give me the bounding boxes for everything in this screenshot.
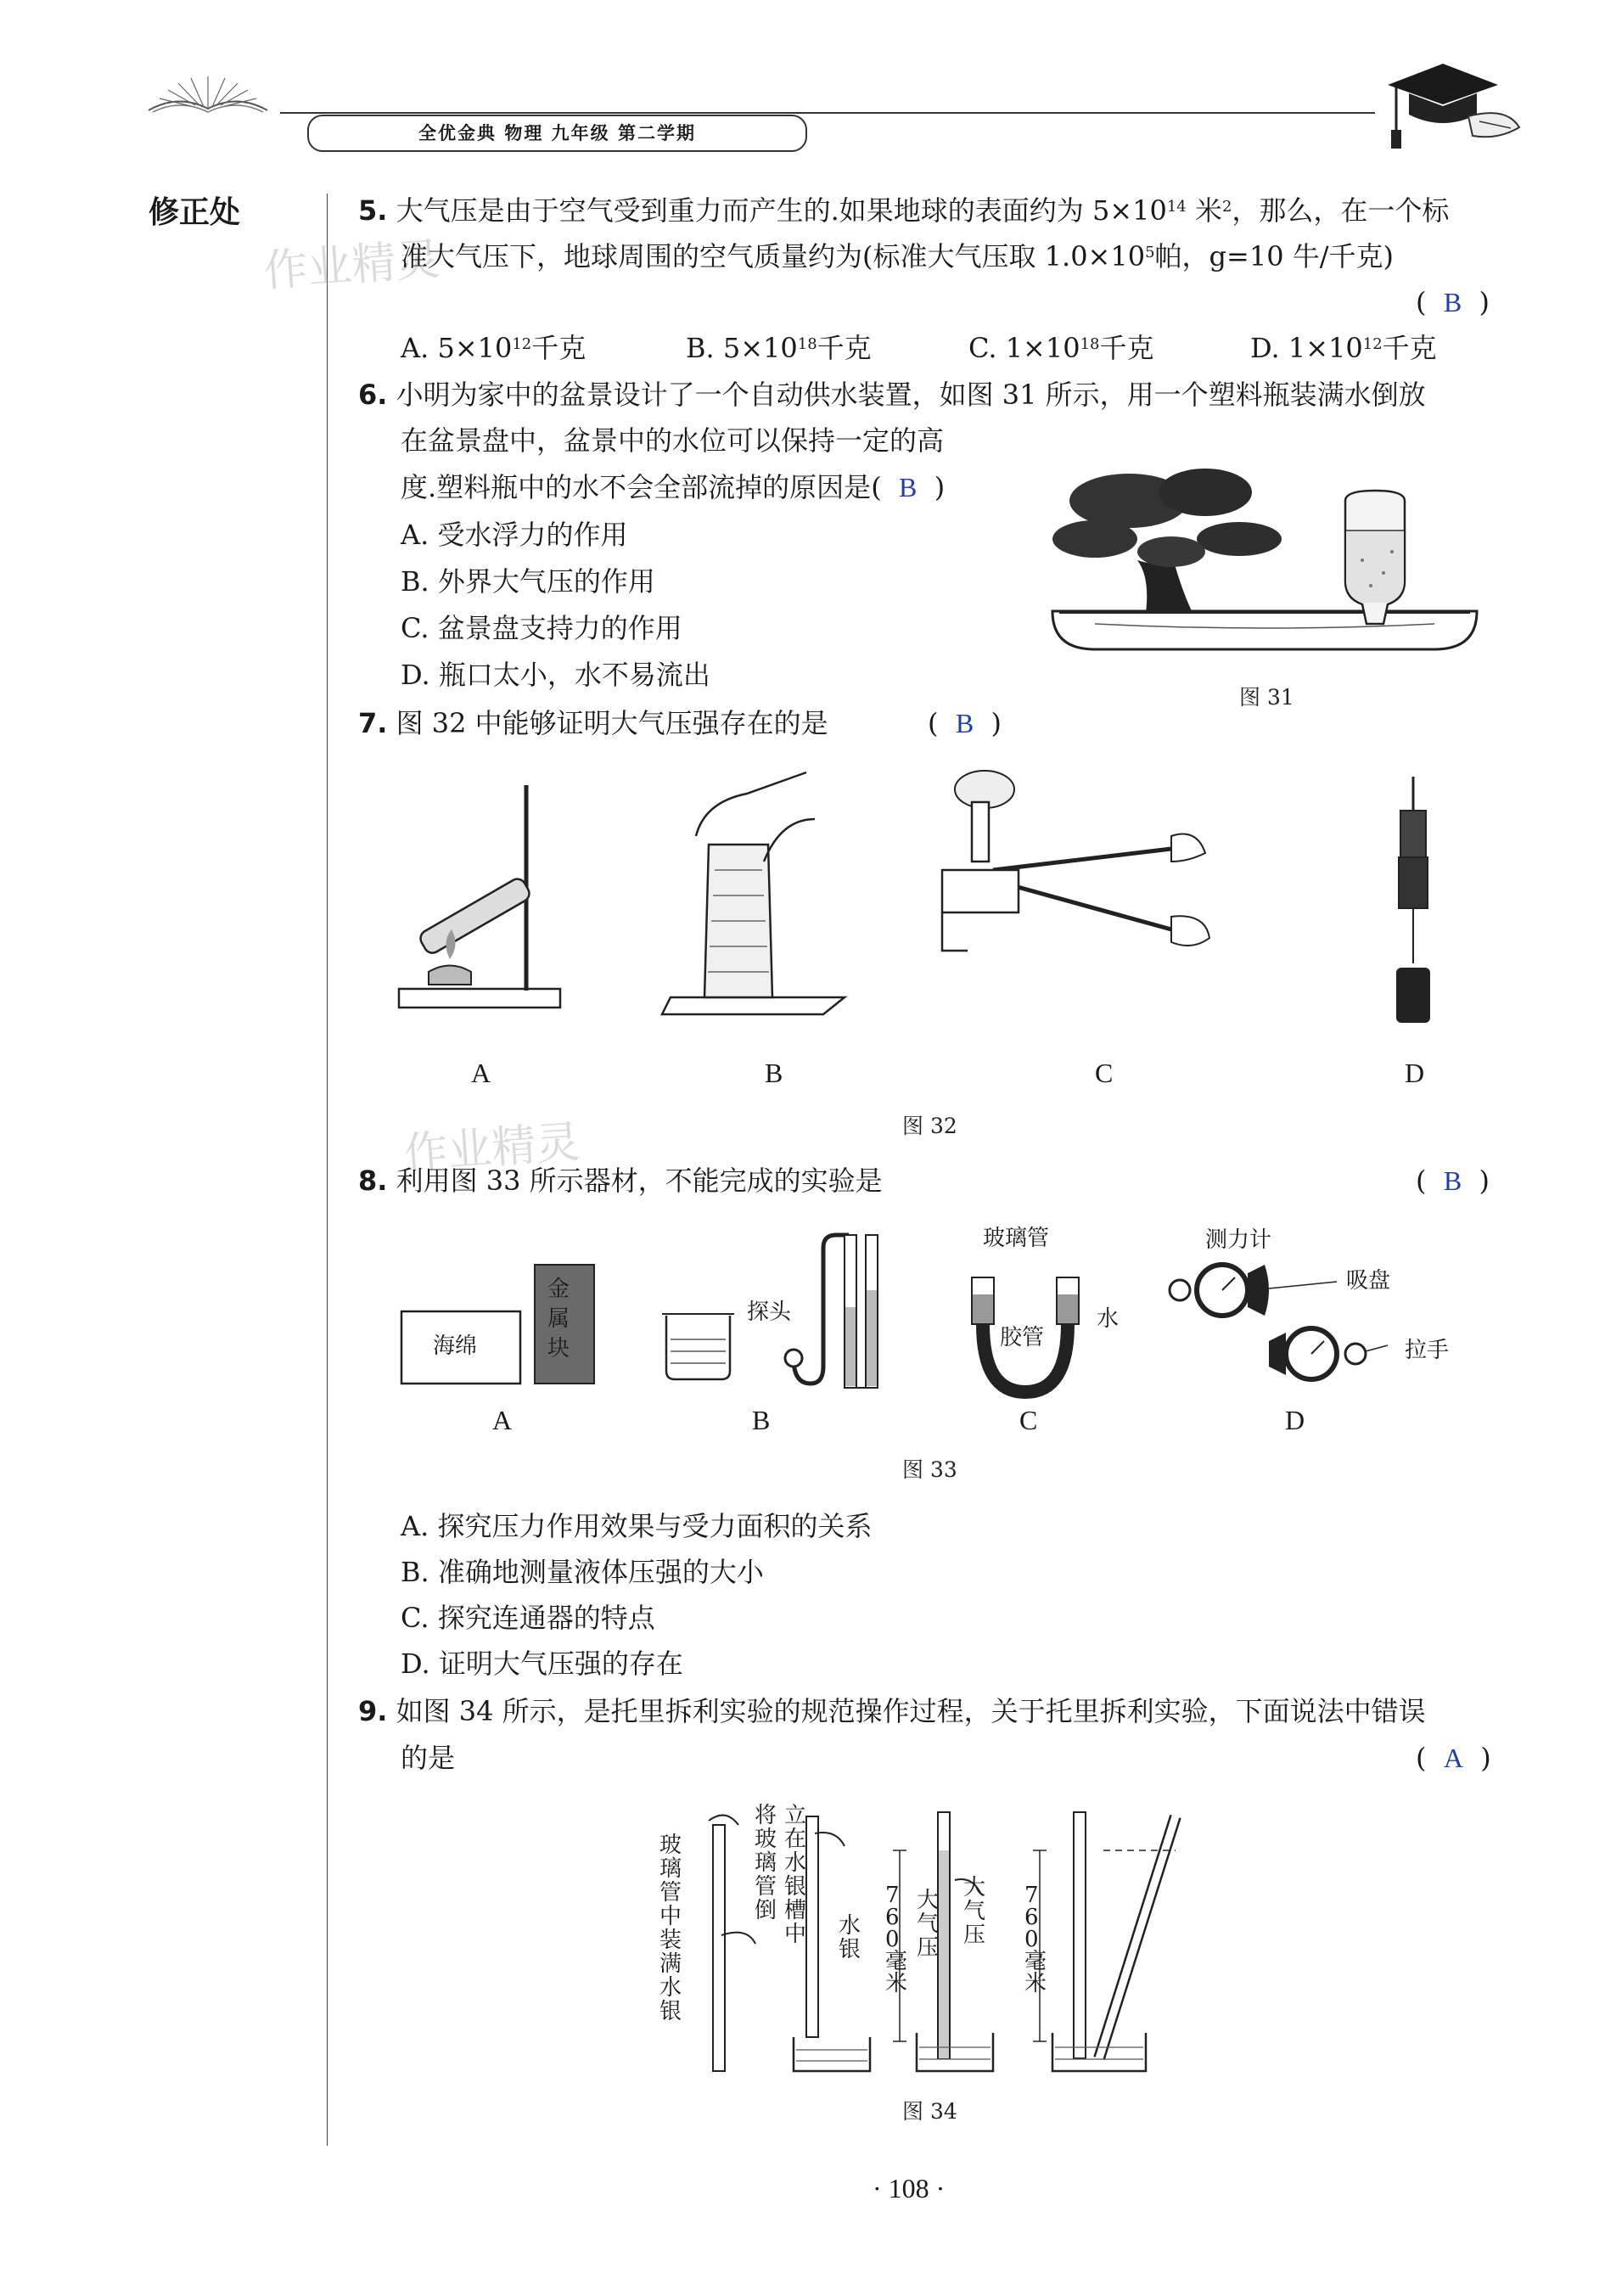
option-b: B. 准确地测量液体压强的大小 xyxy=(401,1556,764,1588)
figure-33-label-a: A xyxy=(492,1405,513,1435)
watermark-2: 作业精灵 xyxy=(401,1116,582,1181)
figure-32-c xyxy=(942,771,1209,951)
label-water: 水 xyxy=(1097,1306,1120,1332)
figure-31-caption: 图 31 xyxy=(1239,685,1294,710)
label-mercury: 水银 xyxy=(839,1913,861,1962)
figure-32-label-a: A xyxy=(471,1058,491,1088)
option-c: C. 盆景盘支持力的作用 xyxy=(401,612,682,644)
label-height-1: 760毫米 xyxy=(885,1883,908,1996)
figure-33-label-b: B xyxy=(752,1405,771,1435)
label-suction-cup: 吸盘 xyxy=(1346,1268,1391,1294)
figure-32-b xyxy=(662,772,845,1014)
answer: B xyxy=(1443,1165,1462,1196)
option-d: D. 证明大气压强的存在 xyxy=(401,1648,683,1680)
label-dynamometer: 测力计 xyxy=(1205,1227,1272,1253)
figure-32-a xyxy=(399,785,560,1008)
option-a: A. 探究压力作用效果与受力面积的关系 xyxy=(401,1510,873,1542)
answer: A xyxy=(1443,1743,1463,1773)
answer: B xyxy=(899,472,918,502)
label-height-2: 760毫米 xyxy=(1024,1883,1047,1996)
label-rubber-tube: 胶管 xyxy=(1000,1325,1045,1350)
answer-bracket: ( B ) xyxy=(1416,286,1490,318)
label-atm-2: 大气压 xyxy=(963,1875,986,1948)
option-d: D. 瓶口太小，水不易流出 xyxy=(401,659,710,691)
label-atm-1: 大气压 xyxy=(917,1888,940,1961)
label-handle: 拉手 xyxy=(1405,1338,1450,1363)
figure-32-d xyxy=(1396,777,1430,1023)
header xyxy=(0,0,1605,170)
label-metal-2: 属 xyxy=(547,1306,570,1332)
figure-32-label-c: C xyxy=(1095,1058,1114,1088)
label-sponge: 海绵 xyxy=(433,1333,478,1359)
option-c: C. 探究连通器的特点 xyxy=(401,1602,655,1634)
answer: B xyxy=(1443,287,1462,317)
label-step-1: 玻璃管中装满水银 xyxy=(659,1833,682,2024)
figure-34-caption: 图 34 xyxy=(902,2099,957,2124)
label-metal-3: 块 xyxy=(547,1336,570,1361)
page-number: · 108 · xyxy=(873,2173,946,2203)
figure-32-label-b: B xyxy=(765,1058,783,1088)
figure-33-label-d: D xyxy=(1285,1405,1305,1435)
label-step-2b: 立在水银槽中 xyxy=(784,1803,807,1947)
graduation-cap-icon xyxy=(1379,55,1528,166)
margin-divider xyxy=(327,194,328,2146)
option-b: B. 外界大气压的作用 xyxy=(401,565,655,598)
watermark: 作业精灵 xyxy=(261,233,442,298)
open-book-icon xyxy=(144,68,272,119)
figure-32-label-d: D xyxy=(1405,1058,1425,1088)
figure-33-label-c: C xyxy=(1019,1405,1038,1435)
answer: B xyxy=(955,708,974,738)
margin-label: 修正处 xyxy=(149,195,241,230)
label-step-2: 将玻璃管倒 xyxy=(755,1803,777,1923)
label-metal-1: 金 xyxy=(547,1277,570,1302)
label-glass-tube: 玻璃管 xyxy=(983,1226,1050,1251)
figure-31-bonsai xyxy=(1044,458,1485,662)
option-a: A. 受水浮力的作用 xyxy=(401,519,628,551)
figure-32-caption: 图 32 xyxy=(902,1114,957,1138)
series-title-box xyxy=(307,115,807,152)
label-probe: 探头 xyxy=(747,1300,792,1325)
series-title: 全优金典 物理 九年级 第二学期 xyxy=(418,123,696,143)
figure-32 xyxy=(382,768,1485,1048)
figure-33-caption: 图 33 xyxy=(902,1457,957,1482)
